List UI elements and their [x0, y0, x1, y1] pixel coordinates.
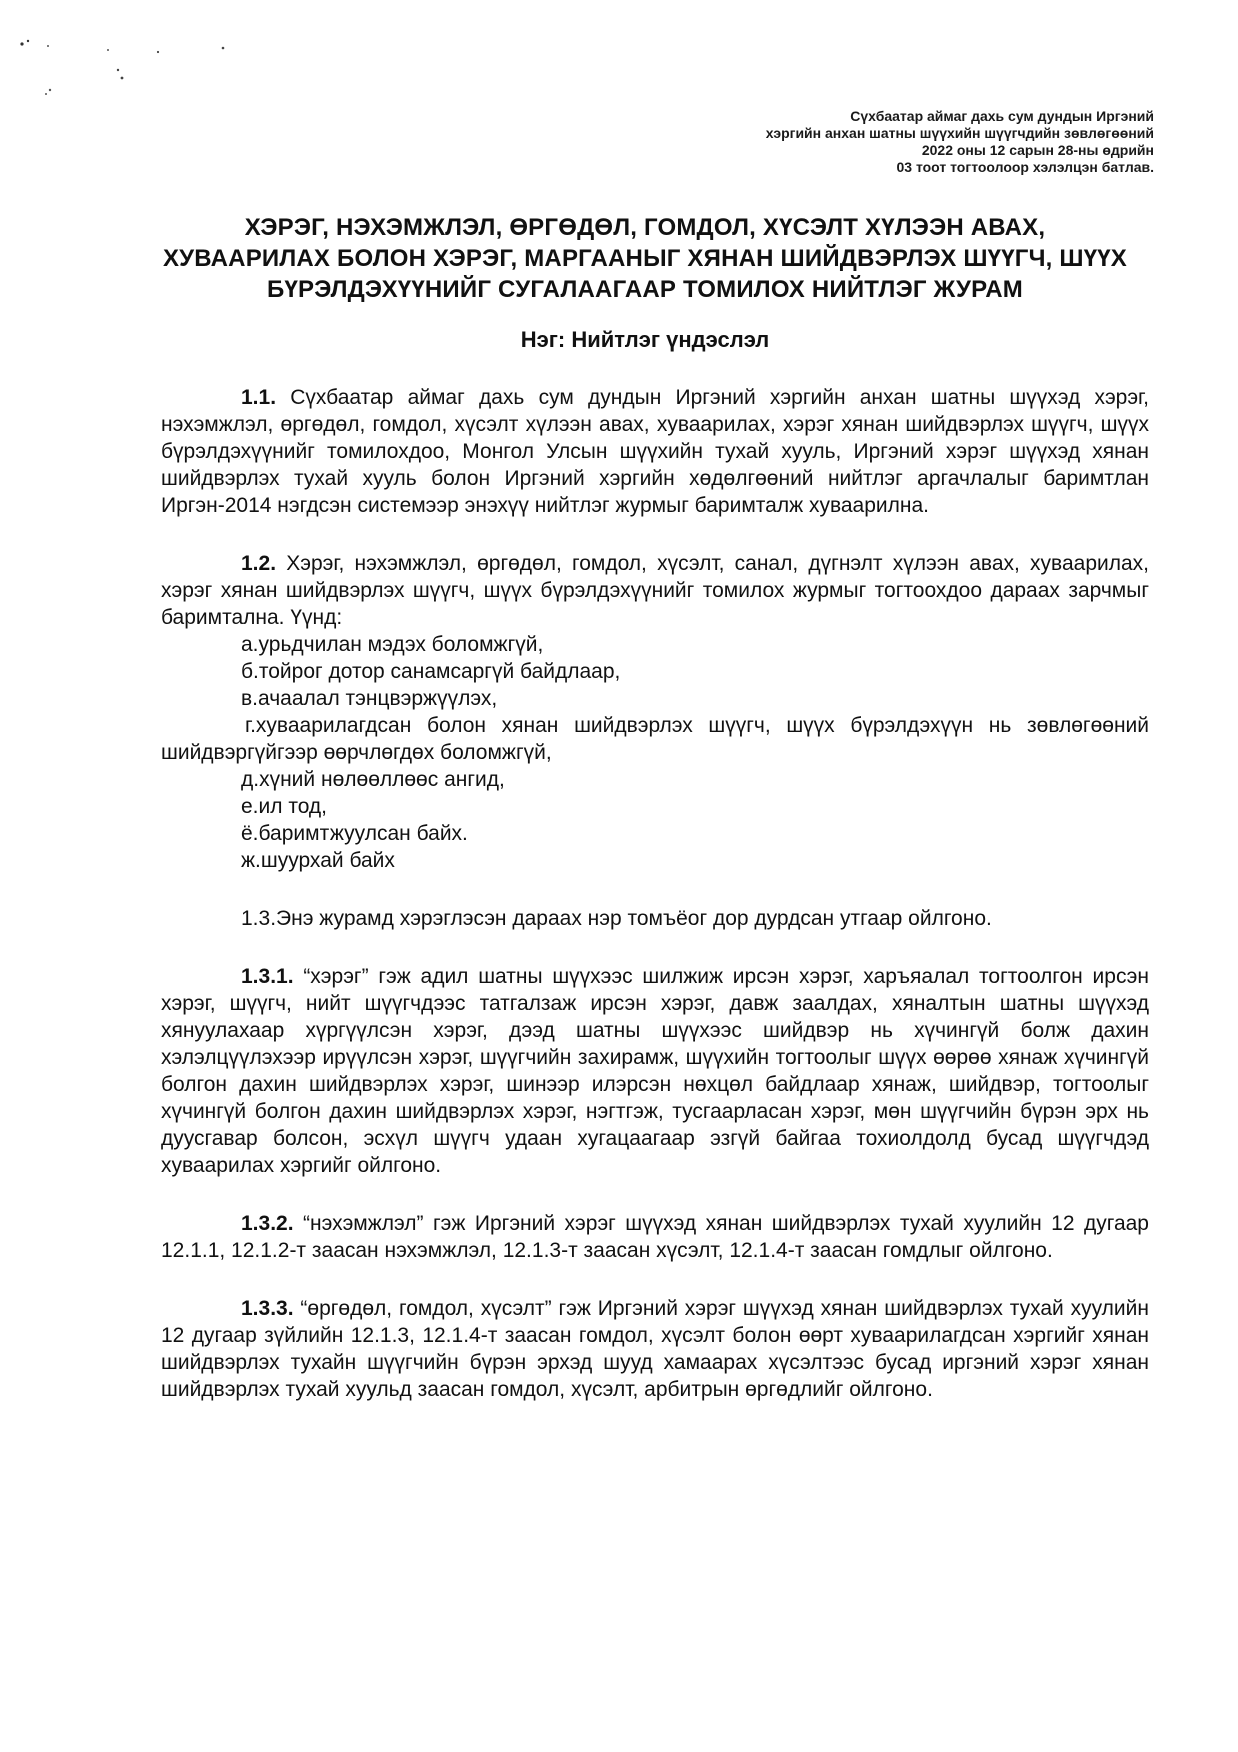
- principle-item: ё.баримтжуулсан байх.: [241, 822, 468, 845]
- approval-line: 03 тоот тогтоолоор хэлэлцэн батлав.: [896, 159, 1154, 175]
- section-1-3-2: [161, 1210, 1149, 1264]
- approval-line: Сүхбаатар аймаг дахь сум дундын Иргэний: [850, 108, 1154, 124]
- approval-stamp-text: [766, 108, 1154, 176]
- section-text: “нэхэмжлэл” гэж Иргэний хэрэг шүүхэд хянан шийдвэрлэх тухай хуулийн 12 дугаар 12.1.1, 12.1.2-т заасан нэхэмжлэл, 12.1.3-т заасан хүсэлт, 12.1.4-т заасан гомдлыг ойлгоно.: [161, 1212, 1149, 1262]
- title-line: ХЭРЭГ, НЭХЭМЖЛЭЛ, ӨРГӨДӨЛ, ГОМДОЛ, ХҮСЭЛТ ХҮЛЭЭН АВАХ,: [244, 214, 1046, 241]
- section-1-2: [161, 550, 1149, 631]
- principle-item: г.хуваарилагдсан болон хянан шийдвэрлэх шүүгч, шүүх бүрэлдэхүүн нь зөвлөгөөний шийдвэргүйгээр өөрчлөгдөх боломжгүй,: [161, 714, 1149, 764]
- section-1-1: [161, 384, 1149, 519]
- principle-item: д.хүний нөлөөллөөс ангид,: [241, 768, 505, 791]
- section-number: 1.2.: [241, 552, 277, 575]
- section-text: Сүхбаатар аймаг дахь сум дундын Иргэний хэргийн анхан шатны шүүхэд хэрэг, нэхэмжлэл, өргөдөл, гомдол, хүсэлт хүлээн авах, хуваарилах, хэрэг хянан шийдвэрлэх шүүгч, шүүх бүрэлдэхүүнийг томилохдоо, Монгол Улсын шүүхийн тухай хууль, Иргэний хэрэг шүүхэд хянан шийдвэрлэх тухай хууль болон Иргэний хэргийн хөдөлгөөний нийтлэг аргачлалыг баримтлан Иргэн-2014 нэгдсэн системээр энэхүү нийтлэг журмыг баримталж хуваарилна.: [161, 386, 1149, 517]
- title-line: ХУВААРИЛАХ БОЛОН ХЭРЭГ, МАРГААНЫГ ХЯНАН ШИЙДВЭРЛЭХ ШҮҮГЧ, ШҮҮХ: [162, 245, 1128, 272]
- scan-specks: [18, 38, 258, 108]
- approval-line: 2022 оны 12 сарын 28-ны өдрийн: [921, 142, 1154, 158]
- section-text: “хэрэг” гэж адил шатны шүүхээс шилжиж ирсэн хэрэг, харъяалал тогтоолгон ирсэн хэрэг, шүүгч, нийт шүүгчдээс татгалзаж ирсэн хэрэг, давж заалдах, хяналтын шатны шүүхэд хянуулахаар хүргүүлсэн хэрэг, дээд шатны шүүхээс шийдвэр нь хүчингүй болж дахин хэлэлцүүлэхээр ирүүлсэн хэрэг, шүүгчийн захирамж, шүүхийн тогтоолыг шүүх өөрөө хянаж хүчингүй болгон дахин шийдвэрлэх хэрэг, шинээр илэрсэн нөхцөл байдлаар хянаж, шийдвэр, тогтоолыг хүчингүй болгон дахин шийдвэрлэх хэрэг, нэгтгэж, тусгаарласан хэрэг, мөн шүүгчийн бүрэн эрх нь дуусгавар болсон, эсхүл шүүгч удаан хугацаагаар эзгүй байгаа тохиолдолд бусад шүүгчдэд хуваарилах хэргийг ойлгоно.: [161, 965, 1149, 1177]
- principle-item: в.ачаалал тэнцвэржүүлэх,: [241, 687, 498, 710]
- section-text: Хэрэг, нэхэмжлэл, өргөдөл, гомдол, хүсэлт, санал, дүгнэлт хүлээн авах, хуваарилах, хэрэг хянан шийдвэрлэх шүүгч, шүүх бүрэлдэхүүнийг томилох журмыг тогтоохдоо дараах зарчмыг баримтална. Үүнд:: [161, 552, 1150, 629]
- principle-item: а.урьдчилан мэдэх боломжгүй,: [241, 633, 544, 656]
- title-line: БҮРЭЛДЭХҮҮНИЙГ СУГАЛААГААР ТОМИЛОХ НИЙТЛЭГ ЖУРАМ: [267, 276, 1023, 303]
- section-number: 1.3.3.: [241, 1297, 294, 1320]
- section-1-3-1: [161, 963, 1149, 1179]
- section-number: 1.3.1.: [241, 965, 294, 988]
- principle-item: е.ил тод,: [241, 795, 328, 818]
- section-1-3-3: [161, 1295, 1149, 1403]
- principle-item: б.тойрог дотор санамсаргүй байдлаар,: [241, 660, 621, 683]
- section-number: 1.1.: [241, 386, 277, 409]
- approval-line: хэргийн анхан шатны шүүхийн шүүгчдийн зөвлөгөөний: [765, 125, 1154, 141]
- chapter-heading: Нэг: Нийтлэг үндэслэл: [520, 327, 770, 352]
- section-1-3: 1.3.Энэ журамд хэрэглэсэн дараах нэр томъёог дор дурдсан утгаар ойлгоно.: [241, 907, 992, 930]
- document-body: [161, 384, 1149, 1403]
- section-number: 1.3.2.: [241, 1212, 294, 1235]
- section-text: “өргөдөл, гомдол, хүсэлт” гэж Иргэний хэрэг шүүхэд хянан шийдвэрлэх тухай хуулийн 12 дугаар зүйлийн 12.1.3, 12.1.4-т заасан гомдол, хүсэлт болон өөрт хуваарилагдсан хэргийг хянан шийдвэрлэх тухайн шүүгчийн бүрэн эрхэд шууд хамаарах хүсэлтээс бусад иргэний хэрэг хянан шийдвэрлэх тухай хуульд заасан гомдол, хүсэлт, арбитрын өргөдлийг ойлгоно.: [161, 1297, 1149, 1401]
- document-title: [150, 212, 1140, 305]
- principle-item: ж.шуурхай байх: [241, 849, 395, 872]
